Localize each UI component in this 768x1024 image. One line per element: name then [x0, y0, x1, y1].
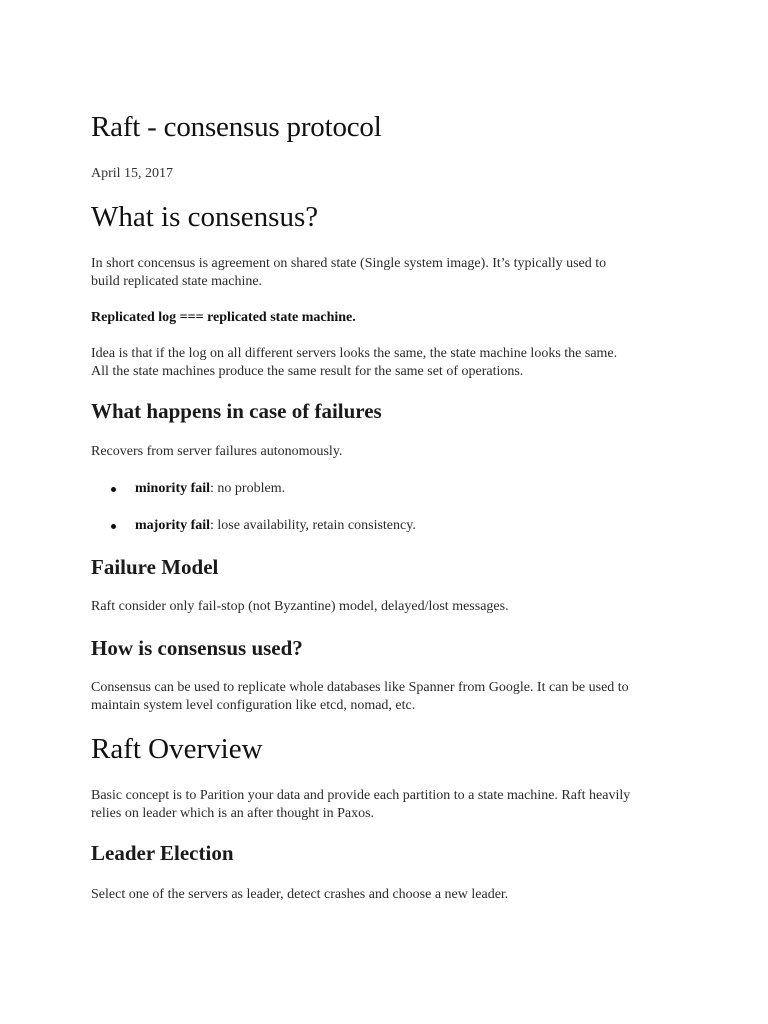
bullet-dot: [111, 487, 116, 492]
usage-paragraph-line-2: maintain system level configuration like etcd, nomad, etc.: [91, 698, 416, 713]
heading-leader-election: Leader Election: [91, 841, 234, 865]
list-item-desc: : lose availability, retain consistency.: [210, 518, 416, 533]
usage-paragraph: [91, 679, 629, 715]
failure-model-text: Raft consider only fail-stop (not Byzantine) model, delayed/lost messages.: [91, 599, 509, 614]
list-item: [91, 518, 691, 538]
heading-failures: What happens in case of failures: [91, 399, 382, 423]
list-item-term: majority fail: [135, 518, 211, 533]
heading-consensus-usage: How is consensus used?: [91, 636, 303, 660]
list-item-desc: : no problem.: [210, 481, 286, 496]
usage-paragraph-line-1: Consensus can be used to replicate whole databases like Spanner from Google. It can be used to: [91, 680, 629, 695]
overview-paragraph: [91, 787, 630, 823]
heading-raft-overview: Raft Overview: [91, 733, 263, 765]
page-title: Raft - consensus protocol: [91, 111, 382, 143]
post-date: April 15, 2017: [91, 166, 174, 181]
consensus-paragraph-1-line-2: build replicated state machine.: [91, 274, 263, 289]
consensus-paragraph-2-line-1: Idea is that if the log on all different servers looks the same, the state machine looks the same.: [91, 346, 618, 361]
consensus-paragraph-1-line-1: In short concensus is agreement on shared state (Single system image). It’s typically used to: [91, 256, 607, 271]
consensus-paragraph-1: [91, 255, 606, 291]
consensus-paragraph-2: [91, 345, 617, 381]
overview-paragraph-line-1: Basic concept is to Parition your data and provide each partition to a state machine. Raft heavily: [91, 788, 631, 803]
leader-election-text: Select one of the servers as leader, detect crashes and choose a new leader.: [91, 887, 509, 902]
list-item-term: minority fail: [135, 481, 211, 496]
heading-what-is-consensus: What is consensus?: [91, 201, 319, 233]
overview-paragraph-line-2: relies on leader which is an after thought in Paxos.: [91, 806, 375, 821]
list-item: [91, 481, 691, 501]
replicated-log-statement: Replicated log === replicated state machine.: [91, 310, 356, 325]
heading-failure-model: Failure Model: [91, 555, 219, 579]
bullet-dot: [111, 524, 116, 529]
failures-intro: Recovers from server failures autonomously.: [91, 444, 343, 459]
consensus-paragraph-2-line-2: All the state machines produce the same result for the same set of operations.: [91, 364, 524, 379]
